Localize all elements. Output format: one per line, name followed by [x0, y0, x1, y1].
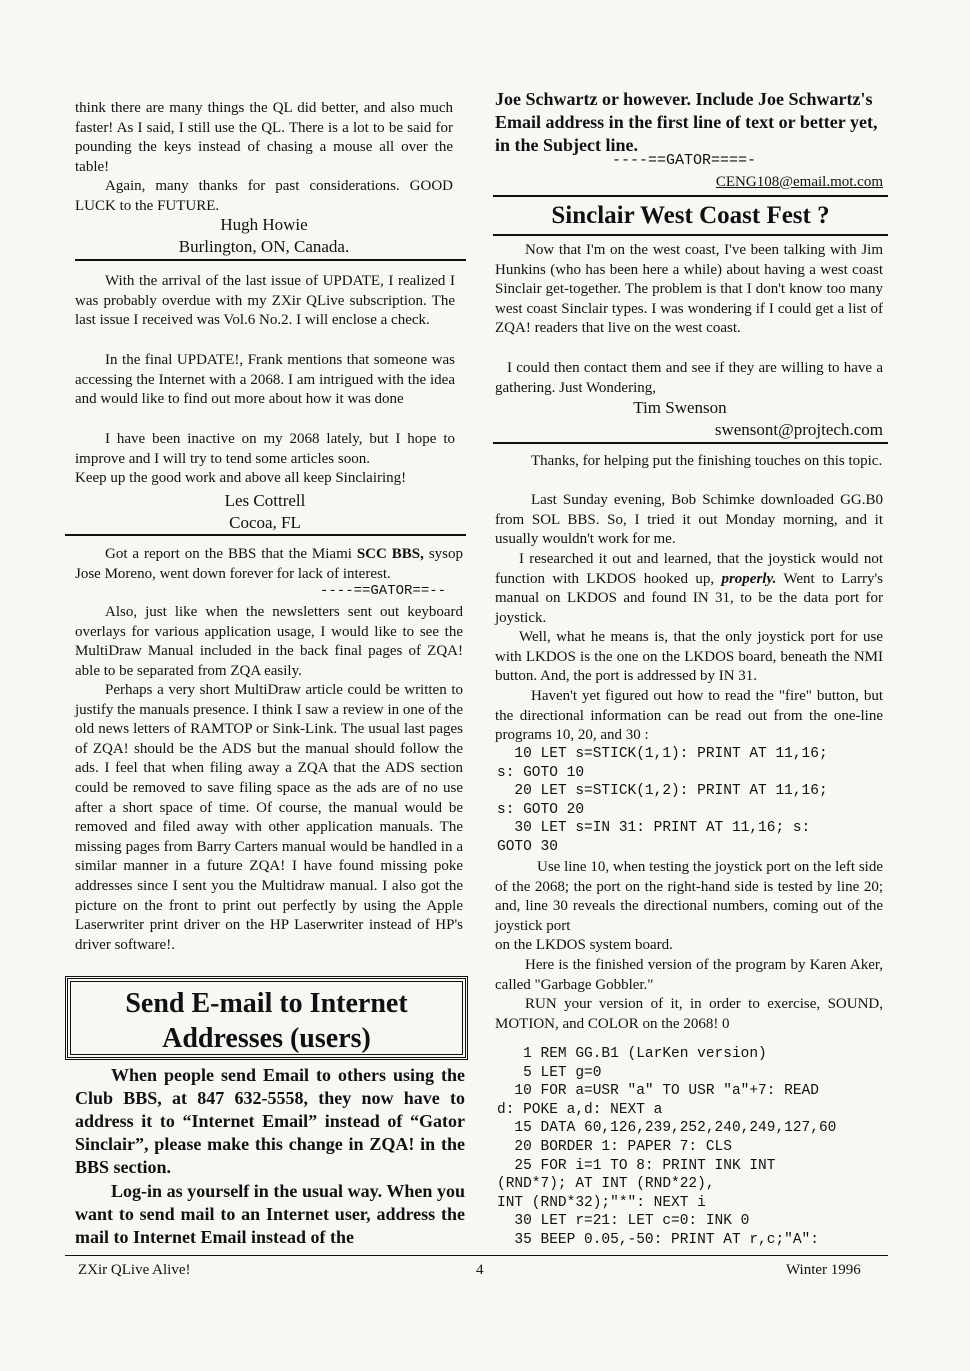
right-para-9: Use line 10, when testing the joystick port on the left side of the 2068; the port on the right-hand side is tested by line 20; and, line 30 reveals the directional numbers, coming out of the joystick port	[495, 859, 883, 934]
right-para-4: Thanks, for helping put the finishing touches on this topic.	[531, 453, 883, 469]
right-para-1: Joe Schwartz or however. Include Joe Schwartz's Email address in the first line of text or better yet, in the Subject line.	[495, 89, 878, 155]
right-para-9b: on the LKDOS system board.	[495, 937, 673, 953]
divider	[493, 234, 888, 236]
footer-rule	[65, 1255, 888, 1256]
left-para-5: I have been inactive on my 2068 lately, but I hope to improve and I will try to tend some articles soon.	[75, 431, 455, 467]
left-para-4: In the final UPDATE!, Frank mentions that someone was accessing the Internet with a 2068. I am intrigued with the idea and would like to find out more about how it was done	[75, 352, 455, 408]
right-para-7: Well, what he means is, that the only joystick port for use with LKDOS is the one on the LKDOS board, beneath the NMI button. And, the port is addressed by IN 31.	[495, 629, 883, 685]
gator-signature-1: ----==GATOR==--	[320, 583, 447, 599]
left-para-3: With the arrival of the last issue of UPDATE, I realized I was probably overdue with my ZXir QLive subscription. The last issue I received was Vol.6 No.2. I will enclose a check.	[75, 273, 455, 329]
email-headline-line-2: Addresses (users)	[162, 1023, 371, 1054]
left-para-11: Log-in as yourself in the usual way. When you want to send mail to an Internet user, address the mail to Internet Email instead of the	[75, 1181, 465, 1247]
left-para-6: Keep up the good work and above all keep Sinclairing!	[75, 470, 407, 486]
left-para-7: Got a report on the BBS that the Miami SCC BBS, sysop Jose Moreno, went down forever for lack of interest.	[75, 546, 463, 582]
right-para-5: Last Sunday evening, Bob Schimke downloaded GG.B0 from SOL BBS. So, I tried it out Monday morning, and it usually wouldn't work for me.	[495, 492, 883, 548]
footer-publication: ZXir QLive Alive!	[78, 1262, 191, 1278]
signature-name-2: Les Cottrell	[224, 491, 306, 510]
email-headline-box	[65, 976, 468, 1060]
signature-place-2: Cocoa, FL	[229, 513, 301, 532]
code-listing-joystick: 10 LET s=STICK(1,1): PRINT AT 11,16; s: GOTO 10 20 LET s=STICK(1,2): PRINT AT 11,16; s: GOTO 20 30 LET s=IN 31: PRINT AT 11,16; s: GOTO 30	[497, 746, 828, 855]
left-para-2: Again, many thanks for past considerations. GOOD LUCK to the FUTURE.	[75, 178, 453, 214]
left-para-10: When people send Email to others using the Club BBS, at 847 632-5558, they now have to address it to “Internet Email” instead of “Gator Sinclair”, please make this change in ZQA! in the BBS section.	[75, 1065, 465, 1177]
divider	[65, 534, 466, 536]
right-para-6: I researched it out and learned, that the joystick would not function with LKDOS hooked up, properly. Went to Larry's manual on LKDOS and found IN 31, to be the data port for joystick.	[495, 551, 883, 626]
code-listing-gg: 1 REM GG.B1 (LarKen version) 5 LET g=0 10 FOR a=USR "a" TO USR "a"+7: READ d: POKE a,d: NEXT a 15 DATA 60,126,239,252,240,249,127,60 20 BORDER 1: PAPER 7: CLS 25 FOR i=1 TO 8: PRINT INK INT (RND*7); AT INT (RND*22), INT (RND*32);"*": NEXT i 30 LET r=21: LET c=0: INK 0 35 BEEP 0.05,-50: PRINT AT r,c;"A":	[497, 1046, 837, 1248]
email-address-2: swensont@projtech.com	[714, 420, 883, 439]
signature-name-1: Hugh Howie	[220, 215, 308, 234]
footer-issue: Winter 1996	[786, 1262, 861, 1278]
email-address-1: CENG108@email.mot.com	[715, 174, 883, 190]
signature-place-1: Burlington, ON, Canada.	[178, 237, 350, 256]
west-coast-headline: Sinclair West Coast Fest ?	[551, 202, 830, 229]
right-para-8: Haven't yet figured out how to read the "fire" button, but the directional information can be read out from the one-line programs 10, 20, and 30 :	[495, 688, 883, 744]
left-para-9: Perhaps a very short MultiDraw article could be written to justify the manuals presence. I think I saw a review in one of the old news letters of RAMTOP or Sink-Link. The usual last pages of ZQA! should be the ADS but the manual should follow the ads. I feel that when filing away a ZQA that the ADS section could be removed to save filing space as the ads are of no use after a short space of time. Of course, the manual would be removed and filed away with other application manuals. The missing pages from Barry Carters manual would be handled in a similar manner in a future ZQA! I have found missing poke addresses since I sent you the Multidraw manual. I also got the picture on the front to print out perfectly by using the Apple Laserwriter print driver on the HP Laserwriter instead of HP's driver software!.	[75, 682, 463, 953]
right-para-11: RUN your version of it, in order to exercise, SOUND, MOTION, and COLOR on the 2068! 0	[495, 996, 883, 1032]
signature-name-3: Tim Swenson	[633, 398, 727, 417]
divider	[75, 259, 466, 261]
footer-page-number: 4	[476, 1262, 484, 1278]
right-para-10: Here is the finished version of the program by Karen Aker, called "Garbage Gobbler."	[495, 957, 883, 993]
right-para-3: I could then contact them and see if they are willing to have a gathering. Just Wondering,	[495, 360, 883, 396]
gator-signature-2: ----==GATOR====-	[612, 152, 757, 169]
left-para-1: think there are many things the QL did better, and also much faster! As I said, I still use the QL. There is a lot to be said for pounding the keys instead of chasing a mouse all over the table!	[75, 100, 453, 175]
divider	[493, 442, 888, 444]
email-headline-line-1: Send E-mail to Internet	[125, 988, 408, 1019]
divider	[493, 195, 888, 197]
right-para-2: Now that I'm on the west coast, I've been talking with Jim Hunkins (who has been here a while) about having a west coast Sinclair get-together. The problem is that I don't know too many west coast Sinclair types. I was wondering if I could get a list of ZQA! readers that live on the west coast.	[495, 242, 883, 337]
left-para-8: Also, just like when the newsletters sent out keyboard overlays for various application usage, I would like to see the MultiDraw Manual included in the back final pages of ZQA! able to be separated from ZQA easily.	[75, 604, 463, 679]
